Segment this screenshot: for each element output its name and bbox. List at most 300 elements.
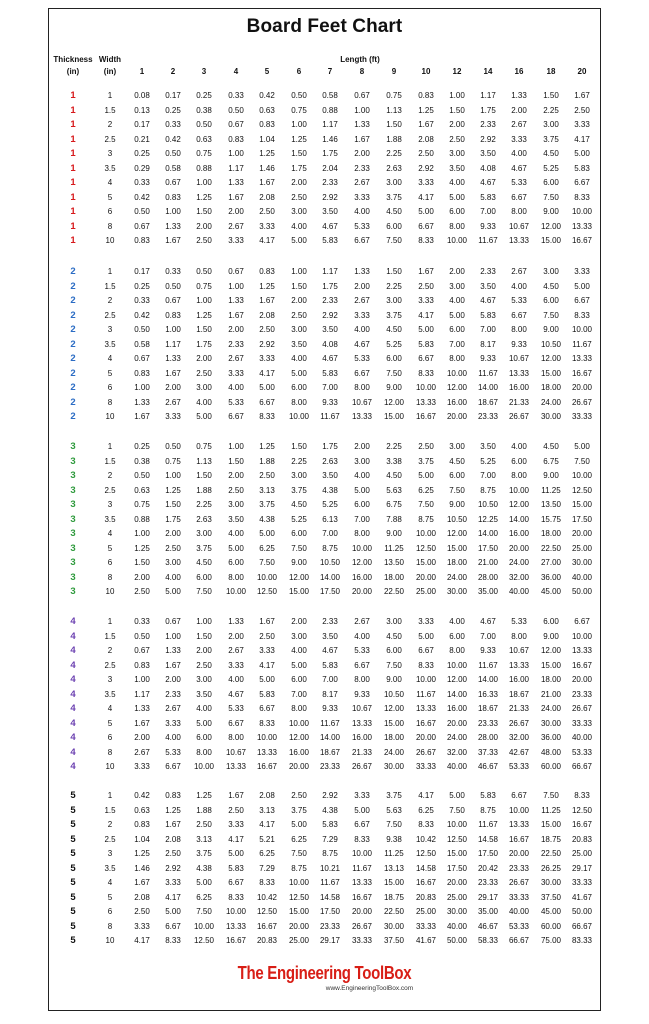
- board-feet-cell: 14.00: [319, 572, 341, 582]
- width-value: 8: [107, 397, 113, 407]
- board-feet-cell: 66.67: [571, 921, 593, 931]
- board-feet-cell: 1.33: [165, 354, 181, 363]
- width-value: 2: [107, 646, 113, 655]
- board-feet-cell: 2.08: [259, 192, 275, 202]
- board-feet-cell: 3.33: [134, 762, 150, 771]
- board-feet-cell: 6.67: [354, 236, 370, 245]
- board-feet-cell: 7.50: [291, 543, 307, 553]
- board-feet-cell: 1.88: [386, 134, 402, 144]
- board-feet-cell: 10.50: [446, 514, 468, 524]
- board-feet-cell: 20.00: [288, 762, 310, 771]
- board-feet-cell: 4.00: [511, 149, 527, 158]
- board-feet-cell: 3.00: [449, 281, 465, 291]
- board-feet-cell: 2.00: [196, 354, 212, 363]
- board-feet-cell: 1.00: [196, 296, 212, 305]
- board-feet-cell: 3.50: [196, 689, 212, 699]
- board-feet-cell: 8.00: [354, 383, 370, 392]
- board-feet-cell: 0.63: [134, 485, 150, 495]
- board-feet-cell: 1.50: [165, 500, 181, 509]
- board-feet-cell: 42.67: [508, 747, 530, 757]
- board-feet-cell: 4.00: [291, 646, 307, 655]
- board-feet-cell: 5.33: [511, 617, 527, 626]
- board-feet-cell: 2.25: [386, 149, 402, 158]
- board-feet-cell: 2.67: [165, 704, 181, 713]
- board-feet-cell: 16.00: [508, 529, 530, 538]
- board-feet-cell: 1.25: [165, 485, 181, 495]
- board-feet-cell: 6.00: [543, 617, 559, 626]
- board-feet-cell: 0.67: [228, 267, 244, 276]
- board-feet-cell: 6.25: [418, 805, 434, 815]
- board-feet-cell: 1.88: [196, 805, 212, 815]
- board-feet-cell: 16.67: [508, 834, 530, 844]
- length-column-header: 5: [264, 67, 270, 76]
- board-feet-cell: 0.63: [134, 805, 150, 815]
- board-feet-cell: 5.00: [574, 442, 590, 451]
- board-feet-cell: 5.63: [386, 805, 402, 815]
- board-feet-cell: 5.00: [196, 718, 212, 728]
- board-feet-cell: 4.38: [322, 485, 338, 495]
- board-feet-cell: 0.83: [259, 120, 275, 129]
- board-feet-cell: 10.00: [193, 762, 215, 771]
- board-feet-cell: 8.75: [291, 863, 307, 873]
- board-feet-cell: 20.00: [571, 529, 593, 538]
- board-feet-cell: 8.00: [354, 675, 370, 684]
- board-feet-cell: 6.67: [511, 192, 527, 202]
- board-feet-cell: 29.17: [319, 936, 341, 945]
- thickness-value: 1: [70, 206, 76, 217]
- board-feet-cell: 5.25: [386, 339, 402, 349]
- width-value: 1: [107, 91, 113, 100]
- board-feet-cell: 4.50: [449, 456, 465, 466]
- board-feet-cell: 75.00: [540, 936, 562, 945]
- thickness-value: 5: [70, 920, 76, 932]
- board-feet-cell: 10.00: [415, 383, 437, 392]
- board-feet-cell: 4.67: [228, 689, 244, 699]
- board-feet-cell: 3.00: [386, 617, 402, 626]
- board-feet-cell: 3.33: [228, 660, 244, 670]
- board-feet-cell: 1.67: [134, 412, 150, 421]
- board-feet-cell: 0.83: [134, 236, 150, 245]
- board-feet-cell: 2.00: [291, 178, 307, 187]
- board-feet-cell: 0.83: [259, 267, 275, 276]
- board-feet-cell: 7.50: [449, 485, 465, 495]
- board-feet-cell: 4.67: [322, 221, 338, 231]
- board-feet-cell: 13.33: [508, 236, 530, 245]
- thickness-value: 2: [70, 280, 76, 292]
- board-feet-cell: 0.08: [134, 91, 150, 100]
- board-feet-cell: 0.67: [134, 646, 150, 655]
- board-feet-cell: 5.83: [259, 689, 275, 699]
- board-feet-cell: 16.00: [508, 675, 530, 684]
- board-feet-cell: 23.33: [319, 921, 341, 931]
- board-feet-cell: 13.33: [415, 704, 437, 713]
- board-feet-cell: 13.33: [351, 718, 373, 728]
- board-feet-cell: 12.25: [477, 514, 499, 524]
- width-value: 4: [107, 529, 113, 538]
- board-feet-cell: 2.25: [386, 442, 402, 451]
- board-feet-cell: 5.00: [418, 471, 434, 480]
- board-feet-cell: 7.50: [574, 456, 590, 466]
- board-feet-cell: 15.00: [540, 368, 562, 378]
- length-column-header: 3: [201, 67, 207, 76]
- board-feet-cell: 7.29: [322, 834, 338, 844]
- width-value: 2.5: [104, 485, 116, 495]
- board-feet-cell: 3.50: [480, 281, 496, 291]
- board-feet-cell: 4.50: [196, 558, 212, 567]
- board-feet-cell: 4.17: [165, 892, 181, 902]
- board-feet-cell: 66.67: [571, 762, 593, 771]
- board-feet-cell: 6.67: [165, 762, 181, 771]
- board-feet-cell: 2.50: [291, 791, 307, 800]
- board-feet-cell: 3.75: [386, 192, 402, 202]
- board-feet-cell: 8.00: [291, 704, 307, 713]
- width-value: 1.5: [104, 281, 116, 291]
- board-feet-cell: 2.50: [165, 543, 181, 553]
- board-feet-cell: 0.67: [165, 178, 181, 187]
- board-feet-cell: 6.67: [574, 178, 590, 187]
- board-feet-cell: 26.67: [415, 747, 437, 757]
- board-feet-cell: 18.00: [446, 558, 468, 567]
- board-feet-cell: 26.67: [508, 878, 530, 887]
- board-feet-cell: 2.50: [134, 587, 150, 596]
- board-feet-cell: 5.00: [259, 529, 275, 538]
- board-feet-cell: 6.75: [543, 456, 559, 466]
- thickness-value: 5: [70, 891, 76, 903]
- board-feet-cell: 1.00: [228, 281, 244, 291]
- board-feet-cell: 50.00: [571, 587, 593, 596]
- thickness-value: 1: [70, 119, 76, 130]
- board-feet-cell: 12.50: [415, 849, 437, 858]
- board-feet-cell: 18.00: [540, 383, 562, 392]
- board-feet-cell: 3.00: [291, 207, 307, 216]
- board-feet-cell: 20.00: [288, 921, 310, 931]
- board-feet-cell: 7.00: [449, 339, 465, 349]
- board-feet-cell: 12.50: [256, 587, 278, 596]
- board-feet-cell: 1.33: [228, 617, 244, 626]
- board-feet-cell: 7.50: [196, 587, 212, 596]
- board-feet-cell: 15.00: [288, 587, 310, 596]
- board-feet-cell: 33.33: [571, 412, 593, 421]
- board-feet-cell: 3.33: [134, 921, 150, 931]
- board-feet-cell: 17.50: [319, 907, 341, 916]
- board-feet-cell: 1.04: [134, 834, 150, 844]
- board-feet-cell: 5.25: [291, 514, 307, 524]
- board-feet-cell: 2.67: [354, 296, 370, 305]
- board-feet-cell: 1.50: [196, 325, 212, 334]
- board-feet-cell: 4.67: [480, 617, 496, 626]
- board-feet-cell: 4.50: [386, 631, 402, 641]
- board-feet-cell: 5.25: [322, 500, 338, 509]
- board-feet-cell: 6.00: [354, 500, 370, 509]
- width-value: 10: [105, 762, 115, 771]
- board-feet-cell: 5.00: [259, 675, 275, 684]
- board-feet-cell: 1.00: [165, 631, 181, 641]
- board-feet-cell: 5.83: [322, 820, 338, 829]
- board-feet-cell: 1.50: [228, 456, 244, 466]
- board-feet-cell: 1.00: [449, 91, 465, 100]
- board-feet-cell: 0.67: [354, 91, 370, 100]
- width-value: 1: [107, 791, 113, 800]
- board-feet-cell: 8.00: [228, 572, 244, 582]
- board-feet-cell: 6.67: [259, 397, 275, 407]
- board-feet-cell: 1.25: [196, 791, 212, 800]
- board-feet-cell: 10.00: [508, 805, 530, 815]
- board-feet-cell: 2.33: [480, 120, 496, 129]
- board-feet-cell: 15.00: [383, 878, 405, 887]
- board-feet-cell: 8.33: [165, 936, 181, 945]
- thickness-value: 4: [70, 703, 76, 714]
- board-feet-cell: 27.00: [540, 558, 562, 567]
- board-feet-cell: 10.00: [571, 207, 593, 216]
- board-feet-cell: 1.13: [196, 456, 212, 466]
- board-feet-cell: 32.00: [508, 733, 530, 742]
- board-feet-cell: 5.00: [165, 907, 181, 916]
- board-feet-cell: 5.00: [291, 820, 307, 829]
- board-feet-cell: 10.00: [351, 849, 373, 858]
- board-feet-cell: 1.17: [322, 267, 338, 276]
- board-feet-cell: 2.00: [196, 221, 212, 231]
- board-feet-cell: 6.13: [322, 514, 338, 524]
- board-feet-cell: 2.04: [322, 163, 338, 173]
- board-feet-cell: 4.50: [543, 149, 559, 158]
- board-feet-cell: 6.25: [291, 834, 307, 844]
- board-feet-cell: 1.67: [574, 91, 590, 100]
- board-feet-cell: 0.50: [165, 281, 181, 291]
- board-feet-cell: 11.25: [384, 849, 404, 858]
- board-feet-cell: 18.00: [540, 675, 562, 684]
- board-feet-cell: 15.00: [446, 543, 468, 553]
- board-feet-cell: 4.50: [543, 442, 559, 451]
- board-feet-cell: 0.75: [196, 149, 212, 158]
- board-feet-cell: 12.00: [288, 572, 310, 582]
- board-feet-cell: 2.00: [228, 207, 244, 216]
- board-feet-cell: 1.50: [449, 105, 465, 115]
- board-feet-cell: 5.00: [354, 485, 370, 495]
- board-feet-cell: 12.50: [571, 485, 593, 495]
- board-feet-cell: 3.33: [574, 120, 590, 129]
- board-feet-cell: 5.00: [196, 878, 212, 887]
- board-feet-cell: 2.25: [291, 456, 307, 466]
- board-feet-cell: 1.00: [165, 471, 181, 480]
- board-feet-cell: 1.67: [134, 718, 150, 728]
- board-feet-cell: 1.04: [259, 134, 275, 144]
- width-value: 8: [107, 747, 113, 757]
- board-feet-cell: 20.00: [351, 587, 373, 596]
- board-feet-cell: 5.33: [511, 296, 527, 305]
- width-value: 6: [107, 558, 113, 567]
- board-feet-cell: 0.83: [134, 368, 150, 378]
- board-feet-cell: 5.33: [511, 178, 527, 187]
- board-feet-cell: 1.67: [134, 878, 150, 887]
- board-feet-cell: 23.33: [477, 412, 499, 421]
- board-feet-cell: 1.17: [134, 689, 150, 699]
- board-feet-cell: 9.33: [322, 397, 338, 407]
- board-feet-cell: 26.67: [571, 397, 593, 407]
- board-feet-cell: 0.42: [165, 134, 181, 144]
- board-feet-cell: 7.50: [543, 791, 559, 800]
- board-feet-cell: 1.67: [165, 660, 181, 670]
- board-feet-cell: 2.67: [354, 617, 370, 626]
- board-feet-cell: 0.75: [165, 456, 181, 466]
- board-feet-cell: 16.67: [571, 820, 593, 829]
- board-feet-cell: 15.00: [571, 500, 593, 509]
- board-feet-cell: 13.33: [508, 368, 530, 378]
- width-value: 10: [105, 587, 115, 596]
- board-feet-cell: 22.50: [383, 587, 405, 596]
- board-feet-cell: 12.00: [446, 529, 468, 538]
- board-feet-cell: 13.50: [540, 500, 562, 509]
- board-feet-cell: 11.25: [541, 805, 561, 815]
- board-feet-cell: 0.75: [291, 105, 307, 115]
- thickness-value: 4: [70, 761, 76, 772]
- width-value: 1: [107, 442, 113, 451]
- board-feet-cell: 12.50: [193, 936, 215, 945]
- board-feet-cell: 1.00: [165, 325, 181, 334]
- board-feet-cell: 6.25: [259, 543, 275, 553]
- board-feet-cell: 12.00: [540, 646, 562, 655]
- board-feet-cell: 7.50: [386, 820, 402, 829]
- board-feet-cell: 1.25: [259, 442, 275, 451]
- board-feet-cell: 4.00: [196, 397, 212, 407]
- board-feet-cell: 1.67: [259, 178, 275, 187]
- board-feet-cell: 48.00: [540, 747, 562, 757]
- board-feet-cell: 9.00: [386, 529, 402, 538]
- width-value: 3.5: [104, 863, 116, 873]
- board-feet-cell: 1.25: [418, 105, 434, 115]
- width-value: 6: [107, 733, 113, 742]
- board-feet-cell: 4.17: [259, 660, 275, 670]
- thickness-value: 1: [70, 133, 76, 145]
- board-feet-cell: 1.67: [228, 192, 244, 202]
- board-feet-cell: 12.50: [288, 892, 310, 902]
- board-feet-cell: 1.75: [196, 339, 212, 349]
- width-value: 5: [107, 543, 113, 553]
- board-feet-cell: 26.67: [351, 762, 373, 771]
- board-feet-cell: 1.67: [165, 820, 181, 829]
- width-value: 4: [107, 178, 113, 187]
- board-feet-cell: 30.00: [540, 718, 562, 728]
- thickness-value: 3: [70, 586, 76, 597]
- board-feet-cell: 0.42: [134, 310, 150, 320]
- board-feet-cell: 25.00: [571, 849, 593, 858]
- width-value: 5: [107, 368, 113, 378]
- thickness-value: 3: [70, 484, 76, 496]
- length-column-header: 9: [391, 67, 397, 76]
- board-feet-cell: 5.00: [574, 281, 590, 291]
- board-feet-cell: 0.67: [228, 120, 244, 129]
- board-feet-cell: 12.00: [508, 500, 530, 509]
- board-feet-cell: 25.00: [288, 936, 310, 945]
- thickness-value: 4: [70, 674, 76, 685]
- board-feet-cell: 0.50: [165, 442, 181, 451]
- board-feet-cell: 2.00: [228, 325, 244, 334]
- width-unit: (in): [103, 67, 117, 76]
- board-feet-cell: 5.83: [228, 863, 244, 873]
- board-feet-cell: 30.00: [446, 587, 468, 596]
- board-feet-cell: 7.00: [322, 383, 338, 392]
- board-feet-cell: 8.75: [322, 849, 338, 858]
- board-feet-cell: 35.00: [477, 907, 499, 916]
- board-feet-cell: 1.00: [134, 529, 150, 538]
- width-value: 1.5: [104, 456, 116, 466]
- board-feet-cell: 6.67: [228, 878, 244, 887]
- thickness-value: 1: [70, 177, 76, 188]
- board-feet-cell: 16.33: [477, 689, 499, 699]
- board-feet-cell: 3.75: [291, 805, 307, 815]
- thickness-value: 1: [70, 235, 76, 246]
- board-feet-cell: 0.50: [165, 149, 181, 158]
- board-feet-cell: 1.25: [196, 192, 212, 202]
- board-feet-cell: 13.50: [383, 558, 405, 567]
- board-feet-cell: 3.33: [228, 236, 244, 245]
- board-feet-cell: 0.88: [322, 105, 338, 115]
- board-feet-cell: 2.08: [259, 791, 275, 800]
- thickness-value: 1: [70, 90, 76, 101]
- width-value: 8: [107, 921, 113, 931]
- board-feet-cell: 15.75: [540, 514, 562, 524]
- board-feet-cell: 6.00: [449, 325, 465, 334]
- board-feet-cell: 3.33: [259, 646, 275, 655]
- board-feet-cell: 7.50: [196, 907, 212, 916]
- board-feet-cell: 1.67: [418, 267, 434, 276]
- board-feet-cell: 18.00: [383, 572, 405, 582]
- board-feet-cell: 3.33: [354, 310, 370, 320]
- board-feet-cell: 4.08: [322, 339, 338, 349]
- board-feet-cell: 4.50: [291, 500, 307, 509]
- board-feet-cell: 40.00: [446, 762, 468, 771]
- board-feet-cell: 3.33: [418, 296, 434, 305]
- board-feet-cell: 2.92: [480, 134, 496, 144]
- board-feet-cell: 8.33: [354, 834, 370, 844]
- board-feet-cell: 11.67: [320, 412, 340, 421]
- board-feet-cell: 5.00: [196, 412, 212, 421]
- board-feet-cell: 45.00: [540, 587, 562, 596]
- board-feet-cell: 0.33: [228, 91, 244, 100]
- board-feet-cell: 1.50: [543, 91, 559, 100]
- board-feet-cell: 17.50: [477, 849, 499, 858]
- board-feet-cell: 2.50: [259, 325, 275, 334]
- board-feet-cell: 3.75: [196, 849, 212, 858]
- board-feet-cell: 1.46: [134, 863, 150, 873]
- board-feet-cell: 1.67: [418, 120, 434, 129]
- board-feet-cell: 20.00: [571, 675, 593, 684]
- width-value: 3.5: [104, 339, 116, 349]
- board-feet-cell: 14.00: [477, 675, 499, 684]
- page-title: Board Feet Chart: [246, 16, 403, 37]
- board-feet-cell: 11.25: [384, 543, 404, 553]
- board-feet-cell: 2.50: [291, 192, 307, 202]
- board-feet-cell: 28.00: [477, 733, 499, 742]
- board-feet-cell: 3.00: [449, 442, 465, 451]
- board-feet-cell: 5.63: [386, 485, 402, 495]
- board-feet-cell: 2.00: [291, 617, 307, 626]
- board-feet-cell: 15.00: [383, 412, 405, 421]
- width-value: 3: [107, 675, 113, 684]
- board-feet-cell: 1.25: [165, 805, 181, 815]
- thickness-value: 2: [70, 295, 76, 306]
- board-feet-cell: 21.33: [508, 704, 530, 713]
- board-feet-cell: 1.33: [134, 397, 150, 407]
- board-feet-cell: 32.00: [508, 572, 530, 582]
- board-feet-cell: 1.13: [386, 105, 402, 115]
- board-feet-cell: 4.50: [543, 281, 559, 291]
- board-feet-cell: 2.63: [196, 514, 212, 524]
- board-feet-cell: 7.50: [449, 805, 465, 815]
- board-feet-cell: 6.00: [291, 529, 307, 538]
- board-feet-cell: 1.00: [354, 105, 370, 115]
- board-feet-cell: 40.00: [508, 907, 530, 916]
- length-column-header: 2: [170, 67, 176, 76]
